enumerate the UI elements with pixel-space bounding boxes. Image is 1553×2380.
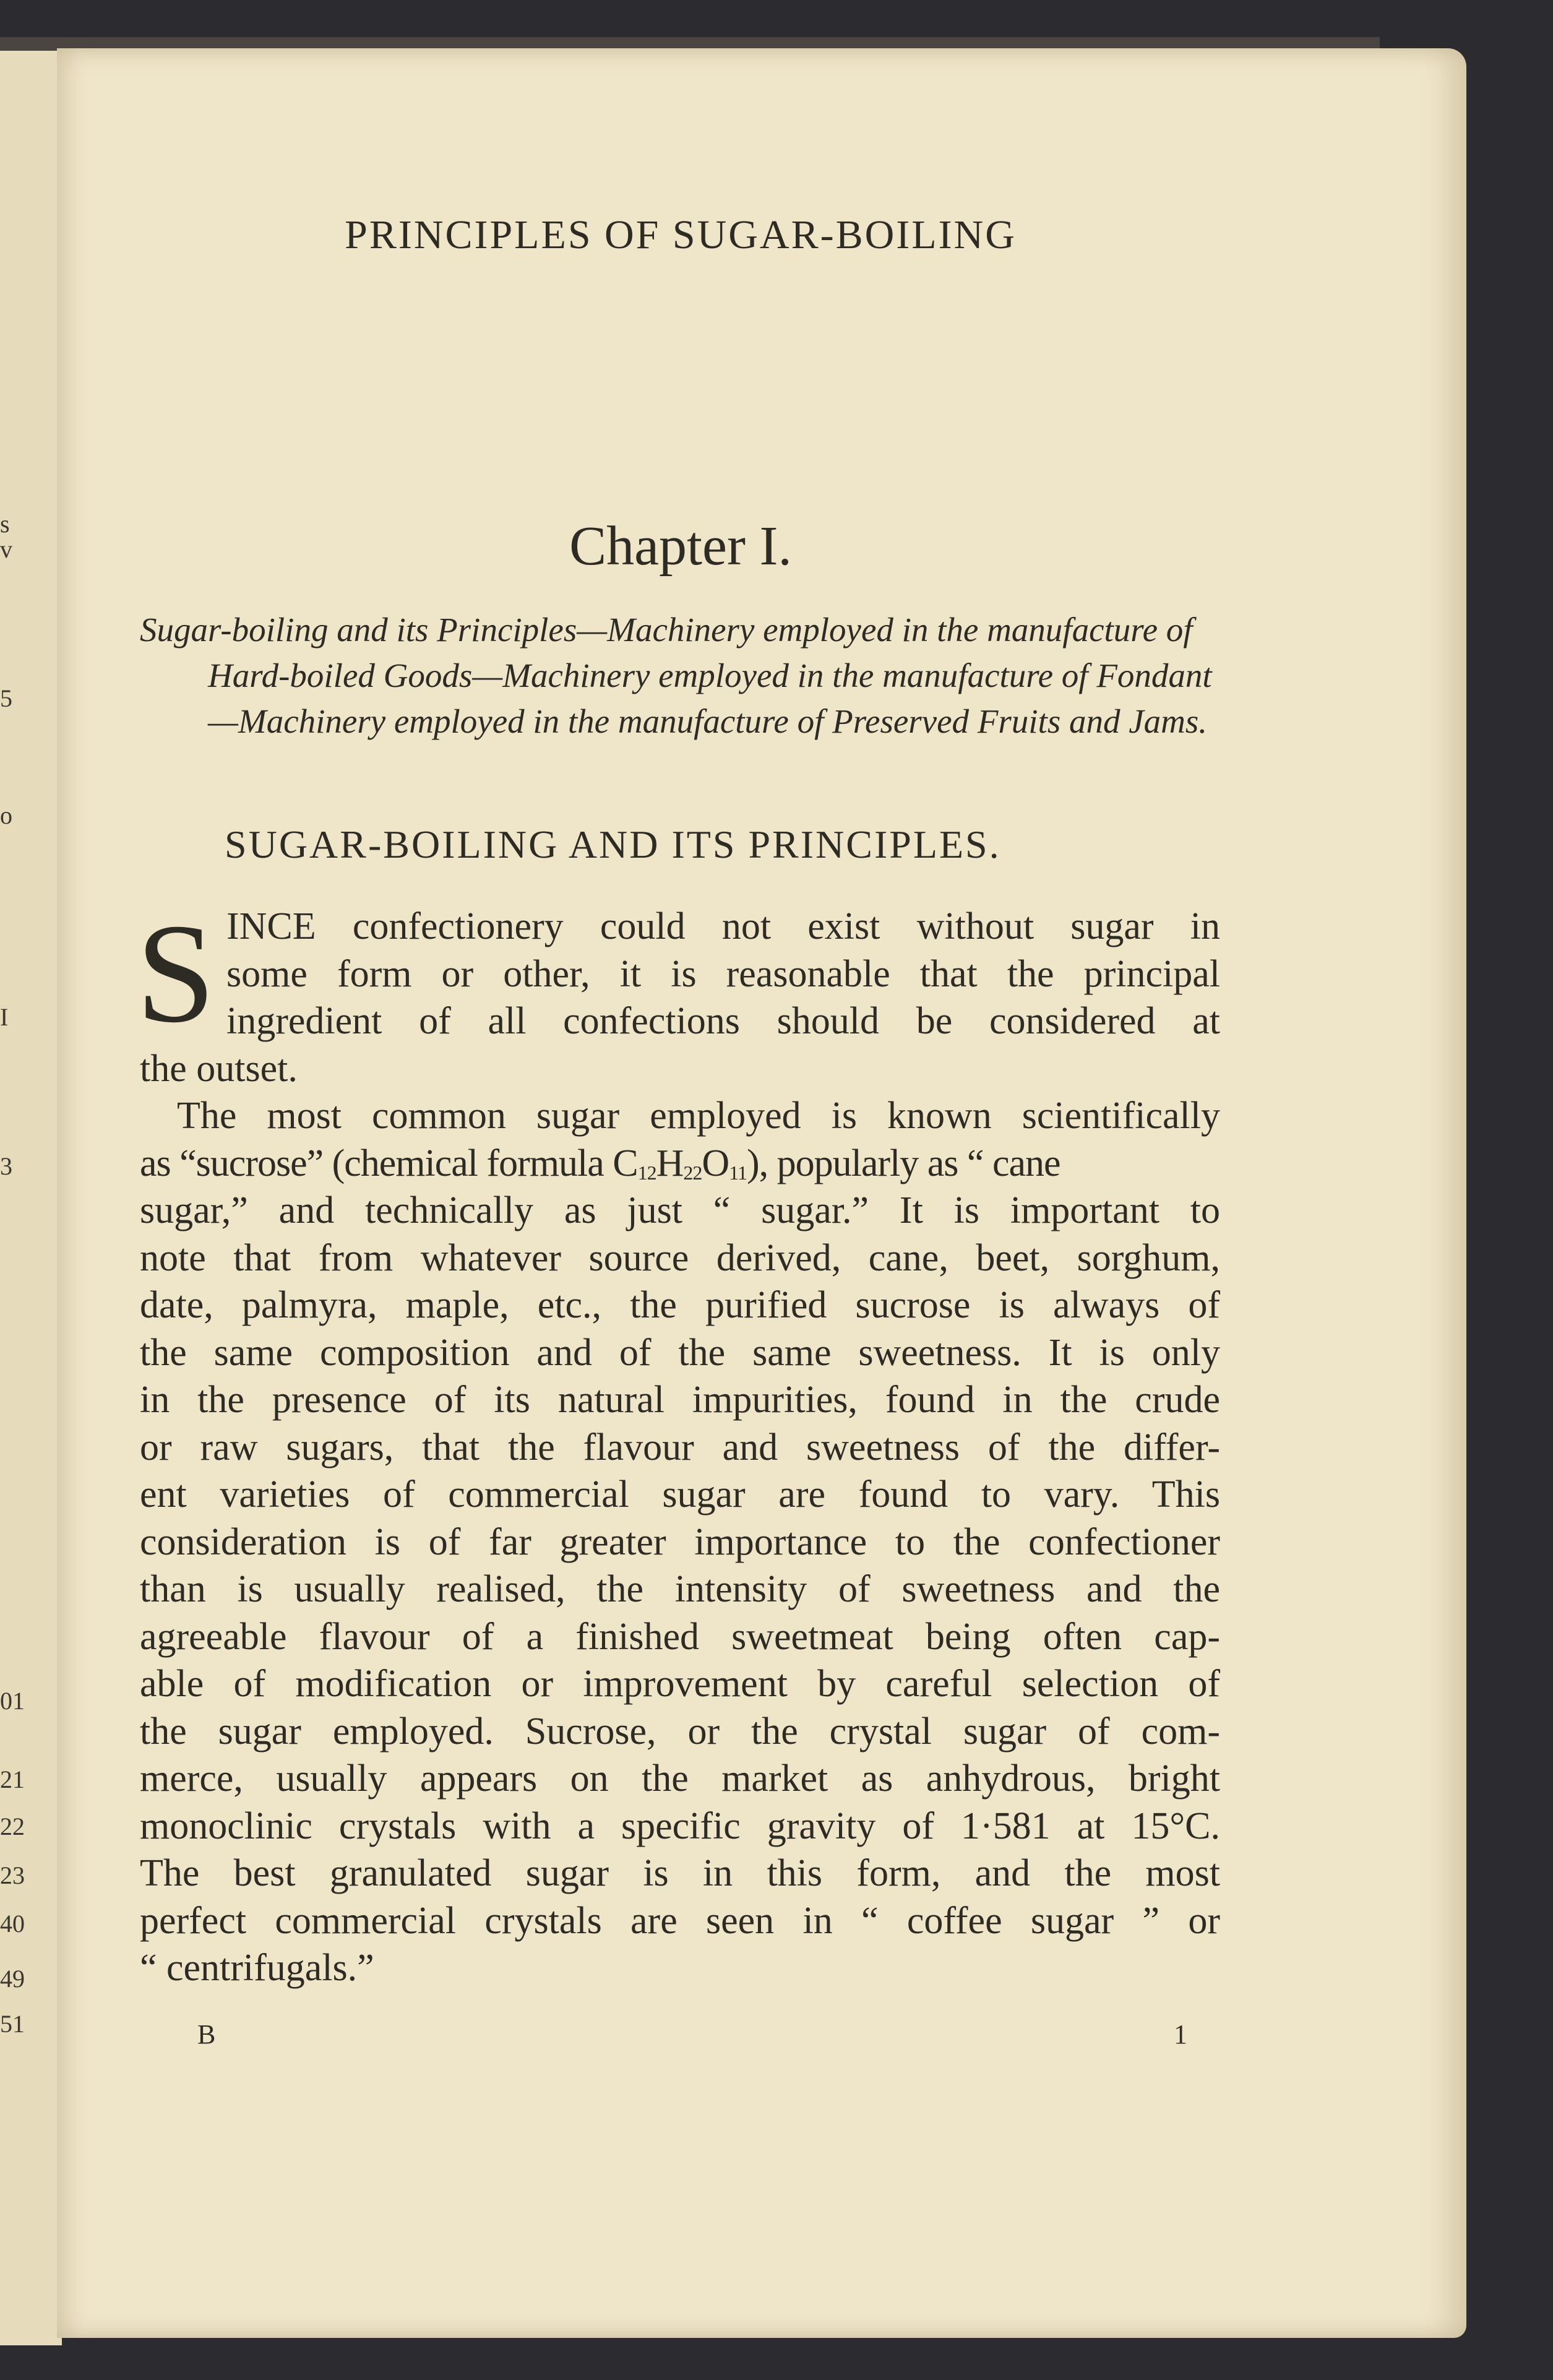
body-line: The best granulated sugar is in this form, and the most: [140, 1852, 1220, 1894]
body-line: some form or other, it is reasonable that the principal: [226, 953, 1220, 995]
formula-text: as “sucrose” (chemical formula C: [140, 1142, 638, 1184]
page-number: 1: [1174, 2019, 1187, 2050]
body-line: ent varieties of commercial sugar are found to vary. This: [140, 1473, 1220, 1516]
formula-text: H: [656, 1142, 684, 1184]
body-line: in the presence of its natural impurities, found in the crude: [140, 1379, 1220, 1421]
body-line: able of modification or improvement by careful selection of: [140, 1663, 1220, 1705]
body-line: [140, 1140, 1220, 1187]
margin-fragment: 22: [0, 1813, 25, 1840]
book-page: [57, 48, 1466, 2338]
running-head: PRINCIPLES OF SUGAR-BOILING: [345, 212, 1017, 257]
body-line: ingredient of all confections should be considered at: [226, 1000, 1220, 1042]
margin-fragment: 21: [0, 1766, 25, 1793]
chapter-summary-line: Hard-boiled Goods—Machinery employed in the manufacture of Fondant: [208, 657, 1212, 694]
margin-fragment: s: [0, 510, 10, 538]
previous-page-edge: [0, 43, 62, 2345]
margin-fragment: I: [0, 1003, 9, 1031]
body-line: or raw sugars, that the flavour and sweetness of the differ-: [140, 1426, 1220, 1468]
section-heading: SUGAR-BOILING AND ITS PRINCIPLES.: [225, 822, 1001, 866]
margin-fragment: 5: [0, 684, 12, 712]
body-line: note that from whatever source derived, cane, beet, sorghum,: [140, 1237, 1220, 1279]
body-line: sugar,” and technically as just “ sugar.” It is important to: [140, 1189, 1220, 1231]
body-line: merce, usually appears on the market as anhydrous, bright: [140, 1757, 1220, 1800]
formula-text: O: [702, 1142, 729, 1184]
body-line: consideration is of far greater importance to the confectioner: [140, 1521, 1220, 1563]
margin-fragment: o: [0, 801, 12, 829]
margin-fragment: 23: [0, 1861, 25, 1889]
chapter-summary-line: —Machinery employed in the manufacture of Preserved Fruits and Jams.: [208, 702, 1208, 740]
margin-fragment: 3: [0, 1152, 12, 1180]
margin-fragment: v: [0, 535, 12, 563]
margin-fragment: 01: [0, 1687, 25, 1715]
body-line: the same composition and of the same sweetness. It is only: [140, 1332, 1220, 1374]
chapter-title: Chapter I.: [569, 515, 792, 577]
body-line: The most common sugar employed is known scientifically: [177, 1095, 1220, 1137]
subscript: 22: [683, 1162, 702, 1184]
drop-cap: S: [136, 894, 215, 1052]
subscript: 12: [637, 1162, 656, 1184]
body-line: “ centrifugals.”: [140, 1947, 374, 1989]
margin-fragment: 49: [0, 1965, 25, 1993]
margin-fragment: 40: [0, 1910, 25, 1938]
body-line: agreeable flavour of a finished sweetmeat being often cap-: [140, 1616, 1220, 1658]
body-line: INCE confectionery could not exist without sugar in: [226, 905, 1220, 947]
body-line: perfect commercial crystals are seen in “ coffee sugar ” or: [140, 1900, 1220, 1942]
body-line: than is usually realised, the intensity of sweetness and the: [140, 1568, 1220, 1610]
subscript: 11: [729, 1162, 747, 1184]
margin-fragment: 51: [0, 2010, 25, 2038]
body-line: monoclinic crystals with a specific gravity of 1·581 at 15°C.: [140, 1805, 1220, 1847]
formula-text: ), popularly as “ cane: [747, 1142, 1060, 1184]
body-line: the sugar employed. Sucrose, or the crystal sugar of com-: [140, 1710, 1220, 1753]
body-line: the outset.: [140, 1048, 298, 1090]
chapter-summary-line: Sugar-boiling and its Principles—Machinery employed in the manufacture of: [140, 611, 1193, 649]
body-line: date, palmyra, maple, etc., the purified sucrose is always of: [140, 1284, 1220, 1326]
signature-mark: B: [197, 2019, 216, 2050]
